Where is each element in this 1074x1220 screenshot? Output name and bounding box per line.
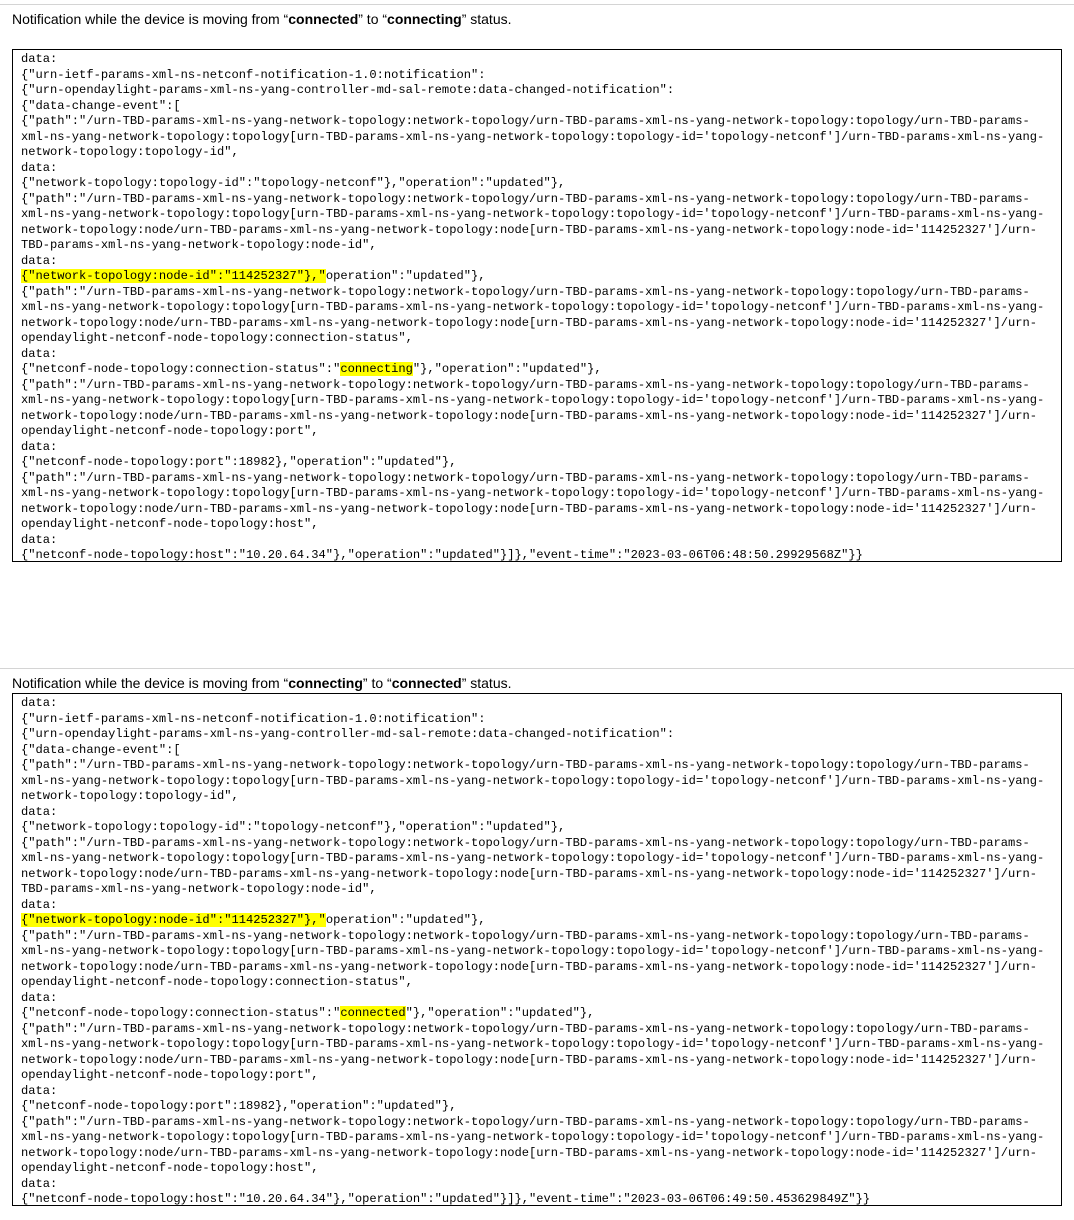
highlighted-text: connecting xyxy=(340,362,413,376)
code-text: network-topology:node/urn-TBD-params-xml-ns-yang-network-topology:node[urn-TBD-params-xml-ns-yang-network-topology:node-id='114252327']/urn- xyxy=(21,1052,1038,1067)
code-line xyxy=(21,409,1061,425)
highlighted-text: {"network-topology:node-id":"114252327"}," xyxy=(21,913,326,927)
code-text: xml-ns-yang-network-topology:topology[urn-TBD-params-xml-ns-yang-network-topology:topology-id='topology-netconf']/urn-TBD-params-xml-ns-yang- xyxy=(21,207,1045,221)
code-line xyxy=(21,805,1061,821)
code-text: xml-ns-yang-network-topology:topology[urn-TBD-params-xml-ns-yang-network-topology:topology-id='topology-netconf']/urn-TBD-params-xml-ns-yang- xyxy=(21,1037,1045,1051)
code-text: network-topology:node/urn-TBD-params-xml-ns-yang-network-topology:node[urn-TBD-params-xml-ns-yang-network-topology:node-id='114252327']/urn- xyxy=(21,408,1038,423)
code-text: data: xyxy=(21,804,58,819)
code-line xyxy=(21,254,1061,270)
code-lines xyxy=(21,696,1061,1206)
code-text: xml-ns-yang-network-topology:topology[urn-TBD-params-xml-ns-yang-network-topology:topology-id='topology-netconf']/urn-TBD-params-xml-ns-yang- xyxy=(21,129,1045,144)
to-status: connecting xyxy=(387,11,462,27)
code-line xyxy=(21,1161,1061,1177)
code-line xyxy=(21,743,1061,759)
code-text: opendaylight-netconf-node-topology:host", xyxy=(21,1161,319,1175)
code-text: TBD-params-xml-ns-yang-network-topology:node-id", xyxy=(21,238,377,252)
code-text: opendaylight-netconf-node-topology:connection-status", xyxy=(21,331,413,345)
code-text: {"netconf-node-topology:port":18982},"operation":"updated"}, xyxy=(21,455,457,469)
code-line xyxy=(21,52,1061,68)
code-text: opendaylight-netconf-node-topology:connection-status", xyxy=(21,975,413,989)
code-line xyxy=(21,991,1061,1007)
code-text: data: xyxy=(21,696,58,710)
code-text: opendaylight-netconf-node-topology:port", xyxy=(21,1068,319,1082)
code-line xyxy=(21,331,1061,347)
code-text: {"path":"/urn-TBD-params-xml-ns-yang-network-topology:network-topology/urn-TBD-params-xml-ns-yang-network-topology:topology/urn-TBD-params- xyxy=(21,114,1030,128)
code-text: {"path":"/urn-TBD-params-xml-ns-yang-network-topology:network-topology/urn-TBD-params-xml-ns-yang-network-topology:topology/urn-TBD-params- xyxy=(21,835,1030,850)
code-line xyxy=(21,758,1061,774)
code-text: {"network-topology:topology-id":"topology-netconf"},"operation":"updated"}, xyxy=(21,820,566,834)
code-text: {"path":"/urn-TBD-params-xml-ns-yang-network-topology:network-topology/urn-TBD-params-xml-ns-yang-network-topology:topology/urn-TBD-params- xyxy=(21,377,1030,392)
top-divider xyxy=(0,4,1074,5)
code-line xyxy=(21,836,1061,852)
code-text: {"path":"/urn-TBD-params-xml-ns-yang-network-topology:network-topology/urn-TBD-params-xml-ns-yang-network-topology:topology/urn-TBD-params- xyxy=(21,1021,1030,1036)
heading-suffix: ” status. xyxy=(461,675,512,691)
code-line xyxy=(21,1177,1061,1193)
to-status: connected xyxy=(391,675,462,691)
code-line xyxy=(21,1053,1061,1069)
heading-middle: ” to “ xyxy=(362,675,392,691)
code-line xyxy=(21,362,1061,378)
section-heading xyxy=(12,673,512,693)
code-line xyxy=(21,867,1061,883)
code-text: {"urn-opendaylight-params-xml-ns-yang-controller-md-sal-remote:data-changed-notification": xyxy=(21,727,675,741)
code-text: {"urn-ietf-params-xml-ns-netconf-notification-1.0:notification": xyxy=(21,67,486,82)
code-text: opendaylight-netconf-node-topology:host", xyxy=(21,517,319,531)
section-heading xyxy=(12,9,512,29)
code-line xyxy=(21,1068,1061,1084)
heading-prefix: Notification while the device is moving from “ xyxy=(12,675,289,691)
code-text: {"netconf-node-topology:connection-status":" xyxy=(21,362,341,376)
code-line xyxy=(21,269,1061,285)
code-line xyxy=(21,300,1061,316)
code-line xyxy=(21,83,1061,99)
code-text: network-topology:node/urn-TBD-params-xml-ns-yang-network-topology:node[urn-TBD-params-xml-ns-yang-network-topology:node-id='114252327']/urn- xyxy=(21,1145,1038,1160)
code-text: operation":"updated"}, xyxy=(325,269,486,283)
code-text: data: xyxy=(21,253,58,268)
code-text: {"netconf-node-topology:port":18982},"operation":"updated"}, xyxy=(21,1099,457,1113)
code-text: {"path":"/urn-TBD-params-xml-ns-yang-network-topology:network-topology/urn-TBD-params-xml-ns-yang-network-topology:topology/urn-TBD-params- xyxy=(21,191,1030,206)
code-line xyxy=(21,378,1061,394)
highlighted-text: connected xyxy=(340,1006,406,1020)
code-line xyxy=(21,944,1061,960)
code-text: {"path":"/urn-TBD-params-xml-ns-yang-network-topology:network-topology/urn-TBD-params-xml-ns-yang-network-topology:topology/urn-TBD-params- xyxy=(21,1114,1030,1129)
code-text: data: xyxy=(21,52,58,66)
code-text: {"netconf-node-topology:host":"10.20.64.34"},"operation":"updated"}]},"event-time":"2023-03-06T06:48:50.29929568Z"}} xyxy=(21,548,863,562)
section-divider xyxy=(0,668,1074,669)
highlighted-text: {"network-topology:node-id":"114252327"}," xyxy=(21,269,326,283)
code-text: "},"operation":"updated"}, xyxy=(405,1006,595,1020)
code-line xyxy=(21,285,1061,301)
code-text: data: xyxy=(21,439,58,454)
from-status: connecting xyxy=(288,675,363,691)
code-line xyxy=(21,145,1061,161)
code-text: {"data-change-event":[ xyxy=(21,98,181,113)
code-text: network-topology:topology-id", xyxy=(21,789,239,803)
code-text: {"urn-opendaylight-params-xml-ns-yang-controller-md-sal-remote:data-changed-notification": xyxy=(21,83,675,97)
code-line xyxy=(21,1006,1061,1022)
code-line xyxy=(21,960,1061,976)
code-line xyxy=(21,929,1061,945)
code-text: data: xyxy=(21,532,58,547)
code-line xyxy=(21,114,1061,130)
code-text: "},"operation":"updated"}, xyxy=(412,362,602,376)
code-text: xml-ns-yang-network-topology:topology[urn-TBD-params-xml-ns-yang-network-topology:topology-id='topology-netconf']/urn-TBD-params-xml-ns-yang- xyxy=(21,393,1045,407)
code-text: data: xyxy=(21,897,58,912)
code-line xyxy=(21,727,1061,743)
code-line xyxy=(21,1146,1061,1162)
code-text: data: xyxy=(21,1176,58,1191)
code-lines xyxy=(21,52,1061,562)
code-line xyxy=(21,68,1061,84)
heading-prefix: Notification while the device is moving from “ xyxy=(12,11,289,27)
code-text: {"path":"/urn-TBD-params-xml-ns-yang-network-topology:network-topology/urn-TBD-params-xml-ns-yang-network-topology:topology/urn-TBD-params- xyxy=(21,928,1030,943)
code-line xyxy=(21,161,1061,177)
code-line xyxy=(21,316,1061,332)
code-line xyxy=(21,548,1061,562)
code-line xyxy=(21,851,1061,867)
code-text: data: xyxy=(21,160,58,175)
code-text: {"path":"/urn-TBD-params-xml-ns-yang-network-topology:network-topology/urn-TBD-params-xml-ns-yang-network-topology:topology/urn-TBD-params- xyxy=(21,284,1030,299)
code-line xyxy=(21,696,1061,712)
code-line xyxy=(21,176,1061,192)
code-line xyxy=(21,774,1061,790)
code-text: data: xyxy=(21,990,58,1005)
code-text: data: xyxy=(21,1083,58,1098)
code-text: operation":"updated"}, xyxy=(325,913,486,927)
code-line xyxy=(21,1084,1061,1100)
code-line xyxy=(21,192,1061,208)
code-text: network-topology:node/urn-TBD-params-xml-ns-yang-network-topology:node[urn-TBD-params-xml-ns-yang-network-topology:node-id='114252327']/urn- xyxy=(21,315,1038,330)
code-text: opendaylight-netconf-node-topology:port", xyxy=(21,424,319,438)
code-text: network-topology:node/urn-TBD-params-xml-ns-yang-network-topology:node[urn-TBD-params-xml-ns-yang-network-topology:node-id='114252327']/urn- xyxy=(21,866,1038,881)
code-text: {"data-change-event":[ xyxy=(21,742,181,757)
code-text: {"netconf-node-topology:connection-status":" xyxy=(21,1006,341,1020)
code-text: {"path":"/urn-TBD-params-xml-ns-yang-network-topology:network-topology/urn-TBD-params-xml-ns-yang-network-topology:topology/urn-TBD-params- xyxy=(21,758,1030,772)
code-text: {"urn-ietf-params-xml-ns-netconf-notification-1.0:notification": xyxy=(21,711,486,726)
code-line xyxy=(21,533,1061,549)
code-line xyxy=(21,882,1061,898)
code-text: xml-ns-yang-network-topology:topology[urn-TBD-params-xml-ns-yang-network-topology:topology-id='topology-netconf']/urn-TBD-params-xml-ns-yang- xyxy=(21,486,1045,500)
heading-middle: ” to “ xyxy=(358,11,388,27)
code-text: network-topology:topology-id", xyxy=(21,145,239,159)
code-line xyxy=(21,820,1061,836)
code-line xyxy=(21,471,1061,487)
code-line xyxy=(21,1115,1061,1131)
code-line xyxy=(21,455,1061,471)
code-text: network-topology:node/urn-TBD-params-xml-ns-yang-network-topology:node[urn-TBD-params-xml-ns-yang-network-topology:node-id='114252327']/urn- xyxy=(21,222,1038,237)
code-text: data: xyxy=(21,346,58,361)
code-line xyxy=(21,898,1061,914)
code-text: {"network-topology:topology-id":"topology-netconf"},"operation":"updated"}, xyxy=(21,176,566,190)
code-line xyxy=(21,347,1061,363)
code-text: network-topology:node/urn-TBD-params-xml-ns-yang-network-topology:node[urn-TBD-params-xml-ns-yang-network-topology:node-id='114252327']/urn- xyxy=(21,501,1038,516)
code-text: xml-ns-yang-network-topology:topology[urn-TBD-params-xml-ns-yang-network-topology:topology-id='topology-netconf']/urn-TBD-params-xml-ns-yang- xyxy=(21,773,1045,788)
code-line xyxy=(21,440,1061,456)
code-line xyxy=(21,975,1061,991)
code-line xyxy=(21,130,1061,146)
notification-code-block xyxy=(12,693,1062,1206)
code-line xyxy=(21,1022,1061,1038)
code-line xyxy=(21,223,1061,239)
code-line xyxy=(21,789,1061,805)
code-line xyxy=(21,238,1061,254)
code-line xyxy=(21,486,1061,502)
code-line xyxy=(21,99,1061,115)
code-text: xml-ns-yang-network-topology:topology[urn-TBD-params-xml-ns-yang-network-topology:topology-id='topology-netconf']/urn-TBD-params-xml-ns-yang- xyxy=(21,944,1045,958)
code-line xyxy=(21,502,1061,518)
code-line xyxy=(21,1037,1061,1053)
code-text: xml-ns-yang-network-topology:topology[urn-TBD-params-xml-ns-yang-network-topology:topology-id='topology-netconf']/urn-TBD-params-xml-ns-yang- xyxy=(21,1130,1045,1144)
code-line xyxy=(21,712,1061,728)
code-line xyxy=(21,207,1061,223)
code-text: {"path":"/urn-TBD-params-xml-ns-yang-network-topology:network-topology/urn-TBD-params-xml-ns-yang-network-topology:topology/urn-TBD-params- xyxy=(21,470,1030,485)
code-text: xml-ns-yang-network-topology:topology[urn-TBD-params-xml-ns-yang-network-topology:topology-id='topology-netconf']/urn-TBD-params-xml-ns-yang- xyxy=(21,300,1045,314)
code-text: {"netconf-node-topology:host":"10.20.64.34"},"operation":"updated"}]},"event-time":"2023-03-06T06:49:50.453629849Z"}} xyxy=(21,1192,871,1206)
code-text: TBD-params-xml-ns-yang-network-topology:node-id", xyxy=(21,882,377,896)
code-line xyxy=(21,1130,1061,1146)
code-line xyxy=(21,1099,1061,1115)
code-line xyxy=(21,424,1061,440)
code-text: xml-ns-yang-network-topology:topology[urn-TBD-params-xml-ns-yang-network-topology:topology-id='topology-netconf']/urn-TBD-params-xml-ns-yang- xyxy=(21,851,1045,865)
code-line xyxy=(21,913,1061,929)
code-line xyxy=(21,517,1061,533)
heading-suffix: ” status. xyxy=(461,11,512,27)
notification-code-block xyxy=(12,49,1062,562)
code-line xyxy=(21,1192,1061,1206)
from-status: connected xyxy=(288,11,359,27)
code-text: network-topology:node/urn-TBD-params-xml-ns-yang-network-topology:node[urn-TBD-params-xml-ns-yang-network-topology:node-id='114252327']/urn- xyxy=(21,959,1038,974)
code-line xyxy=(21,393,1061,409)
